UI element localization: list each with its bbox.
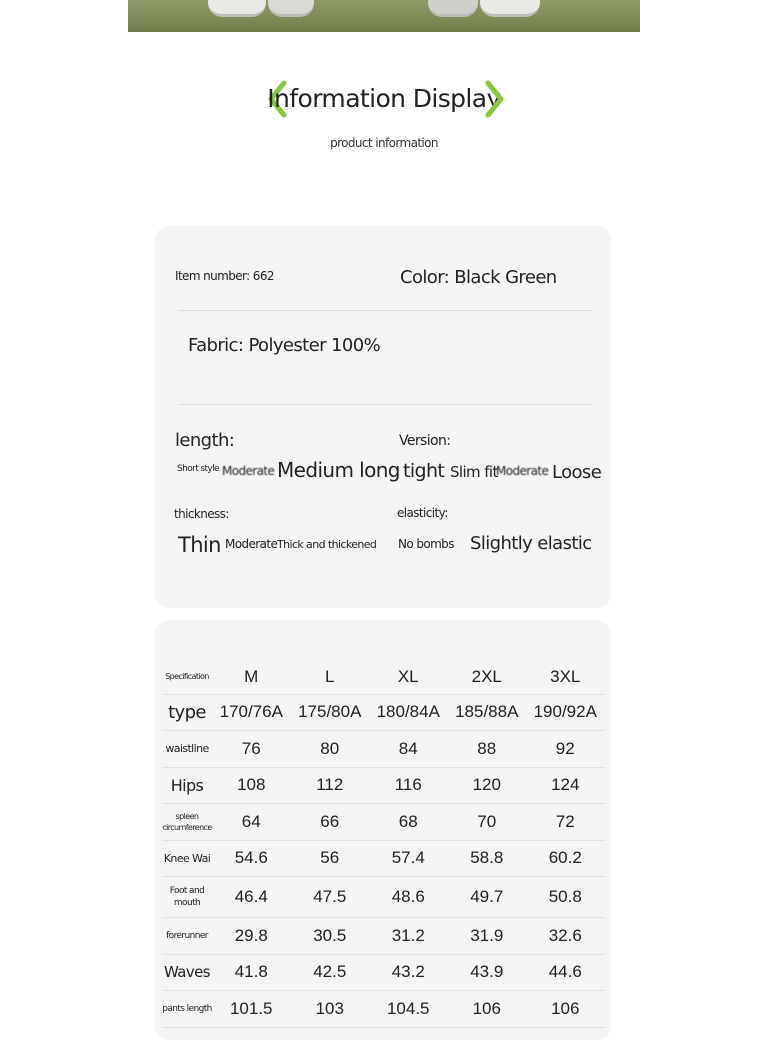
table-cell: 185/88A — [455, 702, 519, 722]
divider — [178, 310, 592, 311]
thickness-option-thick: Thick and thickened — [277, 538, 377, 551]
length-option-medium-long: Medium long — [277, 458, 400, 482]
table-cell: 64 — [241, 811, 261, 831]
table-cell: 103 — [315, 998, 344, 1018]
table-row — [162, 877, 605, 918]
size-header: 2XL — [471, 666, 502, 686]
table-cell: 92 — [555, 738, 575, 758]
table-cell: 101.5 — [229, 998, 273, 1018]
table-cell: 120 — [472, 775, 501, 795]
version-option-moderate: Moderate — [496, 464, 549, 478]
table-row — [162, 954, 605, 991]
table-cell: 49.7 — [470, 887, 504, 906]
table-cell: 60.2 — [548, 848, 582, 868]
table-row — [162, 840, 605, 877]
table-cell: 56 — [320, 848, 340, 868]
table-row — [162, 694, 605, 731]
table-cell: 116 — [394, 775, 422, 795]
table-cell: 170/76A — [219, 702, 283, 722]
version-option-loose: Loose — [552, 462, 602, 483]
table-row — [162, 918, 605, 955]
size-table — [162, 660, 605, 1028]
version-option-tight: tight — [403, 460, 445, 482]
table-cell: 48.6 — [391, 887, 425, 906]
table-cell: 175/80A — [298, 702, 362, 722]
length-option-short: Short style — [177, 464, 219, 474]
chevron-right-icon — [478, 80, 514, 118]
table-cell: 43.9 — [470, 962, 504, 982]
table-cell: 44.6 — [548, 962, 582, 982]
table-cell: 190/92A — [533, 702, 597, 722]
divider — [178, 404, 592, 405]
table-row — [162, 767, 605, 804]
fabric-info: Fabric: Polyester 100% — [188, 335, 381, 356]
table-row — [162, 991, 605, 1028]
table-cell: 106 — [551, 998, 580, 1018]
row-label: Hips — [170, 775, 204, 795]
table-cell: 32.6 — [548, 925, 582, 945]
row-label: type — [168, 701, 206, 723]
table-cell: 84 — [398, 738, 418, 758]
table-cell: 180/84A — [376, 702, 440, 722]
version-label: Version: — [399, 433, 451, 449]
table-cell: 108 — [237, 775, 266, 795]
item-number: Item number: 662 — [175, 269, 274, 283]
row-label: Waves — [164, 963, 210, 982]
table-cell: 58.8 — [470, 848, 504, 868]
product-photo-strip — [128, 0, 640, 32]
elasticity-option-slightly-elastic: Slightly elastic — [470, 533, 592, 554]
table-cell: 68 — [398, 811, 418, 831]
table-cell: 88 — [477, 738, 497, 758]
size-header: M — [244, 666, 259, 686]
table-cell: 57.4 — [391, 848, 425, 868]
thickness-option-moderate: Moderate — [225, 537, 278, 551]
table-cell: 112 — [316, 775, 344, 795]
length-label: length: — [175, 430, 235, 451]
size-header: L — [325, 666, 335, 686]
section-subtitle: product information — [330, 136, 438, 150]
row-label: Knee Wai — [163, 851, 211, 865]
size-header: 3XL — [550, 666, 581, 686]
table-cell: 124 — [551, 775, 580, 795]
shoe-shape — [268, 0, 314, 17]
section-title: Information Display — [267, 84, 501, 113]
row-label: pants length — [162, 1003, 212, 1014]
table-cell: 54.6 — [234, 848, 268, 868]
elasticity-label: elasticity: — [397, 506, 448, 520]
table-cell: 41.8 — [234, 962, 268, 982]
table-header-row — [162, 660, 605, 694]
table-cell: 76 — [241, 738, 261, 758]
color-info: Color: Black Green — [400, 267, 557, 288]
shoe-shape — [480, 0, 540, 17]
version-option-slim-fit: Slim fit — [450, 463, 498, 481]
shoe-shape — [208, 0, 266, 17]
table-cell: 42.5 — [313, 962, 347, 982]
row-label: forerunner — [166, 930, 208, 941]
table-cell: 30.5 — [313, 925, 347, 945]
table-header-label: Specification — [165, 672, 209, 682]
table-cell: 43.2 — [391, 962, 425, 982]
table-row — [162, 731, 605, 768]
table-cell: 70 — [477, 811, 497, 831]
table-cell: 31.2 — [391, 925, 425, 945]
table-cell: 46.4 — [234, 887, 268, 906]
row-label: Foot and mouth — [169, 886, 205, 908]
elasticity-option-no-bombs: No bombs — [398, 537, 454, 551]
table-cell: 80 — [320, 738, 340, 758]
table-cell: 66 — [320, 811, 340, 831]
table-cell: 104.5 — [386, 998, 430, 1018]
length-option-moderate: Moderate — [222, 464, 275, 478]
table-cell: 50.8 — [548, 887, 582, 906]
thickness-label: thickness: — [174, 507, 229, 521]
table-cell: 29.8 — [234, 925, 268, 945]
table-cell: 106 — [472, 998, 501, 1018]
table-cell: 31.9 — [470, 925, 504, 945]
table-cell: 72 — [555, 811, 575, 831]
size-header: XL — [397, 666, 419, 686]
table-cell: 47.5 — [313, 887, 347, 906]
row-label: spleen circumference — [162, 811, 212, 832]
thickness-option-thin: Thin — [178, 533, 221, 557]
shoe-shape — [428, 0, 478, 17]
table-row — [162, 804, 605, 841]
row-label: waistline — [165, 742, 209, 756]
